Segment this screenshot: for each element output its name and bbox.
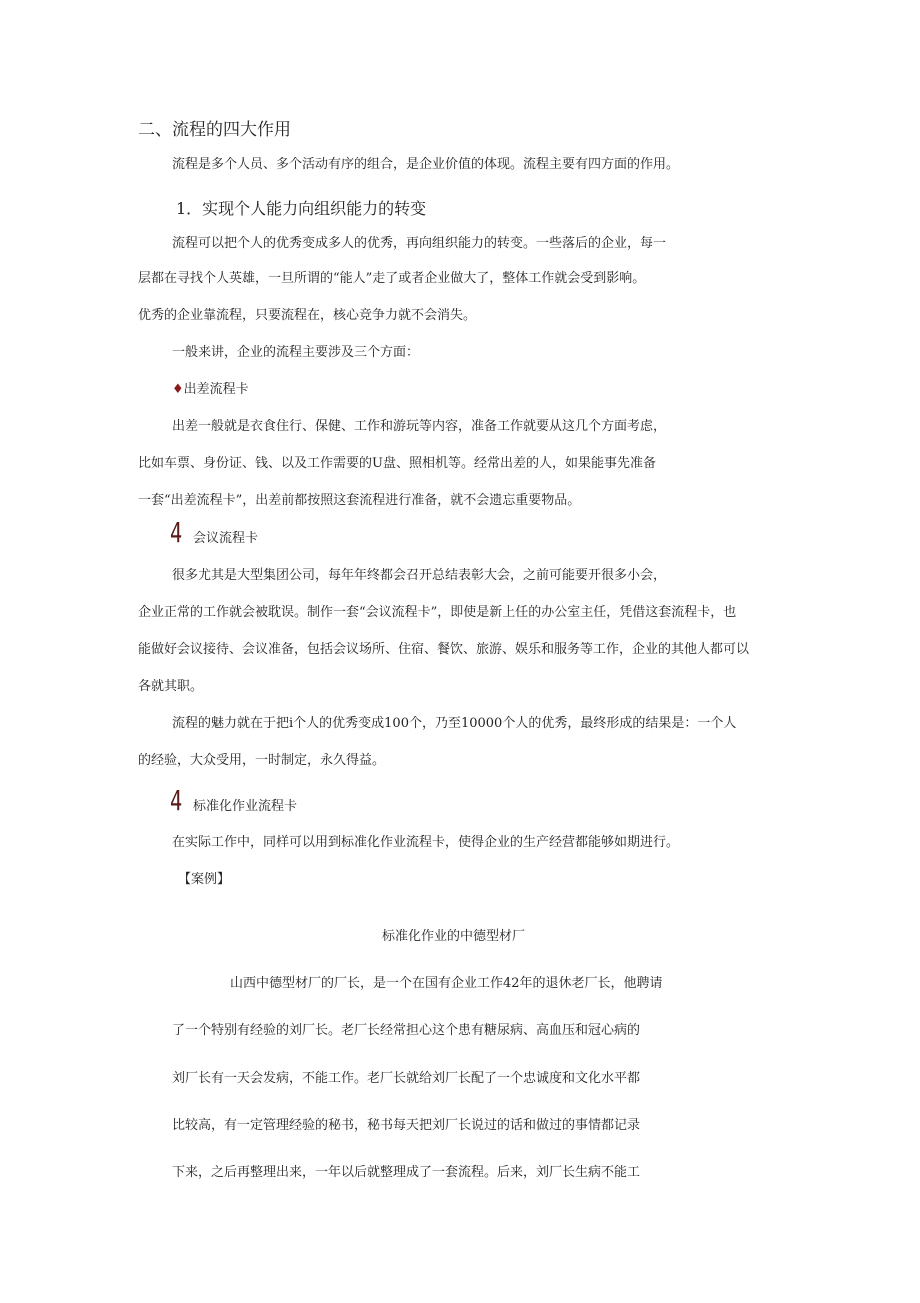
section-intro: 流程是多个人员、多个活动有序的组合，是企业价值的体现。流程主要有四方面的作用。 [172,157,680,172]
paragraph-line: 流程的魅力就在于把i个人的优秀变成100个，乃至10000个人的优秀，最终形成的结果是：一个人 [172,716,737,731]
case-line: 刘厂长有一天会发病，不能工作。老厂长就给刘厂长配了一个忠诚度和文化水平都 [172,1071,641,1086]
case-line: 比较高，有一定管理经验的秘书，秘书每天把刘厂长说过的话和做过的事情都记录 [172,1118,641,1133]
paragraph-line: 比如车票、身份证、钱、以及工作需要的U盘、照相机等。经常出差的人，如果能事先准备 [138,456,656,471]
subsection-heading: 1．实现个人能力向组织能力的转变 [176,199,427,218]
paragraph-line: 出差一般就是衣食住行、保健、工作和游玩等内容，准备工作就要从这几个方面考虑， [172,419,667,434]
card-title: 标准化作业流程卡 [193,799,298,814]
paragraph-line: 在实际工作中，同样可以用到标准化作业流程卡，使得企业的生产经营都能够如期进行。 [172,835,680,850]
paragraph-line: 各就其职。 [138,679,204,694]
case-label: 【案例】 [178,872,231,887]
case-line: 了一个特别有经验的刘厂长。老厂长经常担心这个患有糖尿病、高血压和冠心病的 [172,1023,641,1038]
card-number: 4 [170,784,183,817]
card-number: 4 [170,516,183,549]
paragraph-line: 一套“出差流程卡”，出差前都按照这套流程进行准备，就不会遗忘重要物品。 [138,493,581,508]
paragraph-line: 的经验，大众受用，一时制定，永久得益。 [138,753,386,768]
section-heading: 二、流程的四大作用 [138,120,291,140]
paragraph-line: 企业正常的工作就会被耽误。制作一套“会议流程卡”，即使是新上任的办公室主任，凭借这套流程卡，也 [138,605,737,620]
case-title: 标准化作业的中德型材厂 [382,929,526,944]
paragraph-line: 流程可以把个人的优秀变成多人的优秀，再向组织能力的转变。一些落后的企业，每一 [172,236,667,251]
case-line: 下来，之后再整理出来，一年以后就整理成了一套流程。后来，刘厂长生病不能工 [172,1165,641,1180]
case-line: 山西中德型材厂的厂长，是一个在国有企业工作42年的退休老厂长，他聘请 [230,976,663,991]
card-title: 会议流程卡 [193,531,259,546]
paragraph-line: 很多尤其是大型集团公司，每年年终都会召开总结表彰大会，之前可能要开很多小会， [172,568,667,583]
card-title: 出差流程卡 [183,382,249,397]
paragraph-line: 一般来讲，企业的流程主要涉及三个方面： [172,345,420,360]
diamond-bullet-icon: ♦ [172,382,184,397]
paragraph-line: 层都在寻找个人英雄，一旦所谓的“能人”走了或者企业做大了，整体工作就会受到影响。 [138,271,646,286]
paragraph-line: 能做好会议接待、会议准备，包括会议场所、住宿、餐饮、旅游、娱乐和服务等工作，企业的其他人都可以 [138,642,750,657]
paragraph-line: 优秀的企业靠流程，只要流程在，核心竞争力就不会消失。 [138,308,477,323]
card-heading-travel [172,382,249,398]
